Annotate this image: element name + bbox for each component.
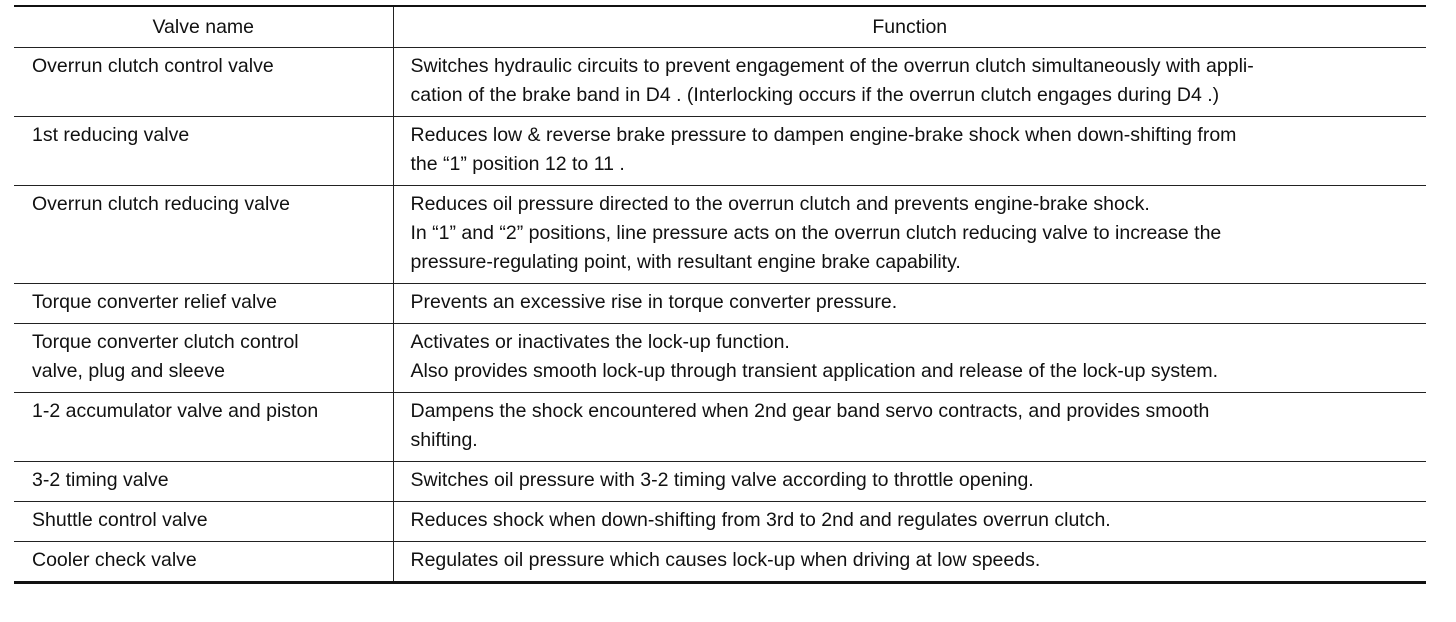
valve-function-cell <box>393 542 1426 583</box>
valve-name-cell <box>14 324 393 393</box>
table-row <box>14 502 1426 542</box>
valve-function-table <box>14 5 1426 584</box>
valve-name-text: 3-2 timing valve <box>32 469 169 491</box>
valve-function-cell <box>393 48 1426 117</box>
column-header-function: Function <box>393 6 1426 48</box>
valve-function-text: Switches oil pressure with 3-2 timing valve according to throttle opening. <box>410 469 1034 491</box>
valve-name-text: Torque converter relief valve <box>32 291 277 313</box>
table-row <box>14 393 1426 462</box>
table-row <box>14 186 1426 284</box>
valve-name-text: Overrun clutch control valve <box>32 55 274 77</box>
valve-name-text: valve, plug and sleeve <box>32 360 225 382</box>
valve-function-text: Dampens the shock encountered when 2nd gear band servo contracts, and provides smooth <box>410 400 1210 422</box>
valve-function-text: cation of the brake band in D4 . (Interlocking occurs if the overrun clutch engages during D4 .) <box>410 84 1220 106</box>
valve-function-cell <box>393 324 1426 393</box>
valve-function-cell <box>393 393 1426 462</box>
table-row <box>14 284 1426 324</box>
valve-name-cell <box>14 462 393 502</box>
valve-function-text: Reduces low & reverse brake pressure to dampen engine-brake shock when down-shifting from <box>410 124 1237 146</box>
valve-function-text: Regulates oil pressure which causes lock-up when driving at low speeds. <box>410 549 1041 571</box>
valve-name-cell <box>14 393 393 462</box>
valve-function-cell <box>393 117 1426 186</box>
valve-name-cell <box>14 284 393 324</box>
valve-function-text: Reduces shock when down-shifting from 3rd to 2nd and regulates overrun clutch. <box>410 509 1111 531</box>
table-row <box>14 462 1426 502</box>
table-row <box>14 542 1426 583</box>
table-body <box>14 48 1426 583</box>
valve-name-cell <box>14 48 393 117</box>
table-row <box>14 117 1426 186</box>
valve-name-cell <box>14 117 393 186</box>
valve-function-text: shifting. <box>410 429 478 451</box>
valve-function-text: Also provides smooth lock-up through transient application and release of the lock-up system. <box>410 360 1219 382</box>
valve-name-text: 1st reducing valve <box>32 124 190 146</box>
valve-function-cell <box>393 462 1426 502</box>
valve-name-text: 1-2 accumulator valve and piston <box>32 400 319 422</box>
valve-function-cell <box>393 284 1426 324</box>
valve-name-text: Overrun clutch reducing valve <box>32 193 290 215</box>
valve-name-text: Cooler check valve <box>32 549 197 571</box>
table-row <box>14 324 1426 393</box>
valve-function-text: the “1” position 12 to 11 . <box>410 153 625 175</box>
valve-name-text: Shuttle control valve <box>32 509 208 531</box>
valve-name-text: Torque converter clutch control <box>32 331 299 353</box>
valve-function-text: Reduces oil pressure directed to the overrun clutch and prevents engine-brake shock. <box>410 193 1150 215</box>
valve-function-text: In “1” and “2” positions, line pressure acts on the overrun clutch reducing valve to increase the <box>410 222 1222 244</box>
table-header-row <box>14 6 1426 48</box>
table-row <box>14 48 1426 117</box>
valve-function-text: Switches hydraulic circuits to prevent engagement of the overrun clutch simultaneously with appli- <box>410 55 1254 77</box>
valve-name-cell <box>14 542 393 583</box>
column-header-valve-name: Valve name <box>14 6 393 48</box>
valve-function-cell <box>393 502 1426 542</box>
valve-function-cell <box>393 186 1426 284</box>
valve-name-cell <box>14 186 393 284</box>
valve-function-text: Prevents an excessive rise in torque converter pressure. <box>410 291 898 313</box>
valve-function-text: pressure-regulating point, with resultant engine brake capability. <box>410 251 961 273</box>
valve-function-text: Activates or inactivates the lock-up function. <box>410 331 790 353</box>
valve-name-cell <box>14 502 393 542</box>
